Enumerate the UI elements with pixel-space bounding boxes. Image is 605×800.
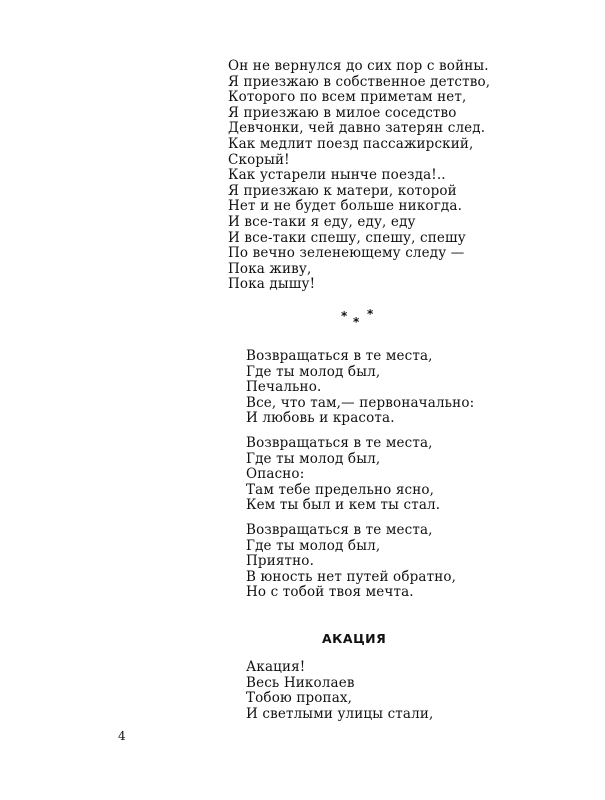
asterism-separator [336, 305, 386, 329]
poem-line: И все-таки спешу, спешу, спешу [228, 229, 466, 246]
poem-line: Я приезжаю в милое соседство [228, 104, 457, 121]
poem-line: Весь Николаев [246, 674, 355, 691]
poem-line: Где ты молод был, [246, 537, 381, 554]
poem-line: По вечно зеленеющему следу — [228, 245, 465, 262]
poem-line: Где ты молод был, [246, 450, 381, 467]
poem-line: В юность нет путей обратно, [246, 568, 457, 585]
poem-line: Приятно. [246, 553, 315, 570]
asterisk: * [367, 307, 374, 321]
poem-line: Где ты молод был, [246, 363, 381, 380]
asterisk: * [341, 309, 348, 323]
poem-line: Печально. [246, 379, 322, 396]
poem-line: Кем ты был и кем ты стал. [246, 497, 441, 514]
poem-line: Пока дышу! [228, 276, 316, 293]
page-number: 4 [118, 729, 126, 743]
poem-line: Пока живу, [228, 260, 312, 277]
poem-3-title: АКАЦИЯ [322, 631, 387, 646]
poem-line: Скорый! [228, 151, 290, 168]
poem-line: Нет и не будет больше никогда. [228, 198, 463, 215]
poem-line: Девчонки, чей давно затерян след. [228, 120, 486, 137]
poem-line: Которого по всем приметам нет, [228, 89, 467, 106]
poem-1-stanza [228, 59, 490, 293]
poem-2-stanza-2 [246, 436, 440, 514]
poem-line: Все, что там,— первоначально: [246, 394, 475, 411]
poem-line: Я приезжаю к матери, которой [228, 182, 457, 199]
poem-line: Акация! [246, 659, 306, 675]
poem-line: Как устарели нынче поезда!.. [228, 167, 446, 184]
poem-line: Но с тобой твоя мечта. [246, 584, 414, 601]
poem-line: Тобою пропах, [246, 690, 353, 707]
poem-3-stanza [246, 660, 433, 722]
poem-line: И светлыми улицы стали, [246, 705, 434, 722]
poem-2-stanza-1 [246, 349, 474, 427]
poem-2-stanza-3 [246, 523, 456, 601]
poem-line: Там тебе предельно ясно, [246, 481, 435, 498]
poem-line: И все-таки я еду, еду, еду [228, 213, 416, 230]
poem-line: Как медлит поезд пассажирский, [228, 135, 474, 152]
poem-line: Я приезжаю в собственное детство, [228, 73, 491, 90]
asterisk: * [353, 315, 360, 329]
poem-line: И любовь и красота. [246, 410, 395, 427]
poem-line: Возвращаться в те места, [246, 435, 433, 451]
poem-line: Опасно: [246, 466, 305, 483]
poem-line: Он не вернулся до сих пор с войны. [228, 58, 489, 74]
poem-line: Возвращаться в те места, [246, 348, 433, 364]
poem-line: Возвращаться в те места, [246, 522, 433, 538]
